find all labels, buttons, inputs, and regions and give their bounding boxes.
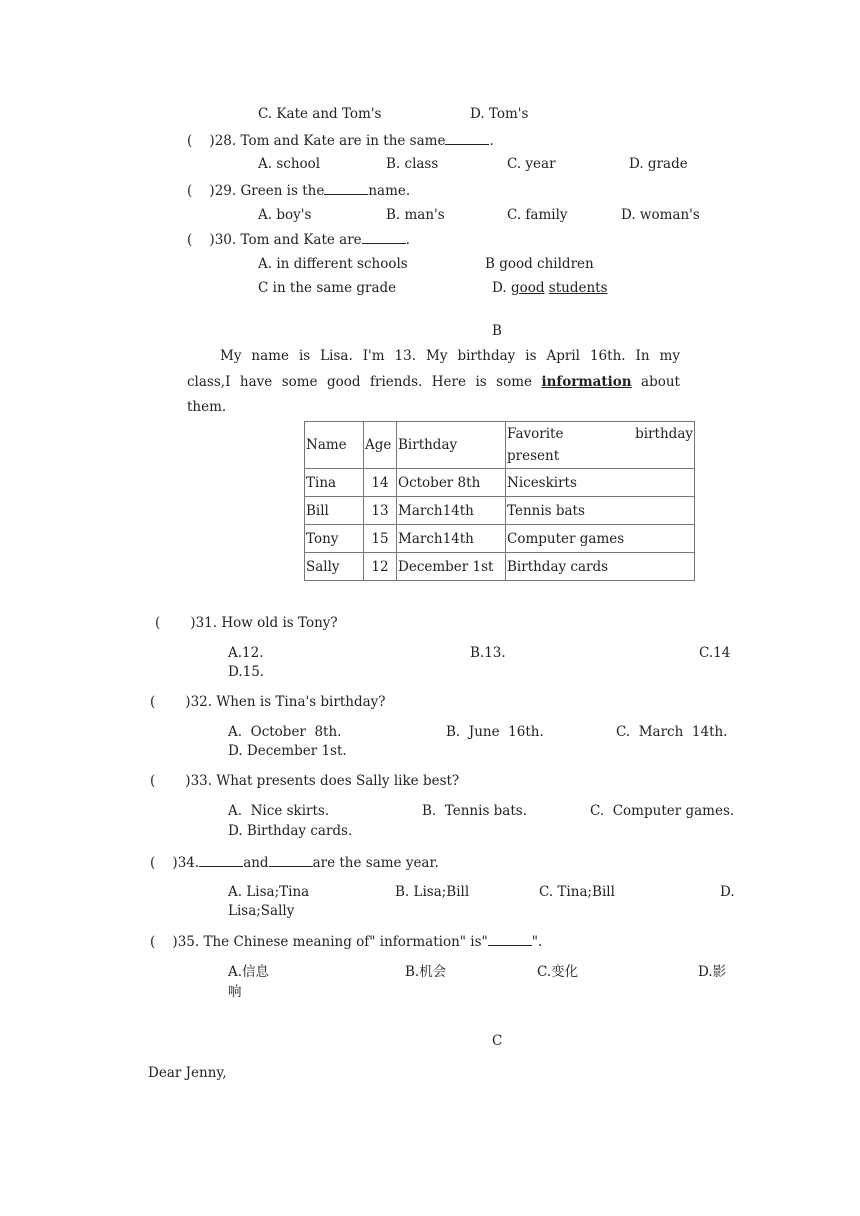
q29-option-b: B. man's — [386, 207, 445, 223]
q28-option-d: D. grade — [629, 156, 688, 172]
answer-blank[interactable] — [199, 853, 243, 867]
answer-paren[interactable]: ( ) — [150, 934, 178, 950]
answer-paren[interactable]: ( ) — [150, 773, 191, 789]
q34-option-b: B. Lisa;Bill — [395, 884, 470, 900]
q30-option-d: D. good students — [492, 280, 608, 296]
q29-option-c: C. family — [507, 207, 568, 223]
intro-line-3: them. — [187, 399, 227, 415]
q28-option-b: B. class — [386, 156, 439, 172]
q28-stem: ( )28. Tom and Kate are in the same . — [187, 133, 494, 149]
q29-option-d: D. woman's — [621, 207, 700, 223]
q32-option-a: A. October 8th. — [228, 724, 342, 740]
information-keyword: information — [541, 374, 632, 390]
friends-info-table — [304, 421, 695, 581]
table-row: Tina 14 October 8th Niceskirts — [305, 469, 695, 497]
answer-paren[interactable]: ( ) — [187, 133, 215, 149]
section-b-heading: B — [492, 323, 502, 339]
q35-option-b: B.机会 — [405, 964, 447, 980]
q35-option-d-cont: 响 — [228, 984, 242, 1000]
q35-option-c: C.变化 — [537, 964, 579, 980]
letter-salutation: Dear Jenny, — [148, 1065, 227, 1081]
answer-blank[interactable] — [488, 932, 532, 946]
q34-option-d-cont: Lisa;Sally — [228, 903, 295, 919]
q28-option-c: C. year — [507, 156, 556, 172]
table-header-cell: Birthday — [397, 422, 506, 469]
q32-stem: ( )32. When is Tina's birthday? — [150, 694, 386, 710]
intro-line-2: class,I have some good friends. Here is some information about — [187, 374, 680, 390]
table-row: Bill 13 March14th Tennis bats — [305, 497, 695, 525]
q27-option-c: C. Kate and Tom's — [258, 106, 382, 122]
table-header-cell: Name — [305, 422, 364, 469]
table-header-cell: Favorite birthday present — [506, 422, 695, 469]
q33-option-b: B. Tennis bats. — [422, 803, 528, 819]
q32-option-b: B. June 16th. — [446, 724, 544, 740]
answer-paren[interactable]: ( ) — [150, 855, 178, 871]
answer-paren[interactable]: ( ) — [150, 694, 191, 710]
q31-option-b: B.13. — [470, 645, 506, 661]
q30-option-c: C in the same grade — [258, 280, 397, 296]
answer-blank[interactable] — [362, 230, 406, 244]
answer-paren[interactable]: ( ) — [187, 183, 215, 199]
q35-stem: ( )35. The Chinese meaning of" information" is" ". — [150, 934, 543, 950]
q33-option-a: A. Nice skirts. — [228, 803, 330, 819]
intro-line-1: My name is Lisa. I'm 13. My birthday is April 16th. In my — [220, 348, 680, 364]
q33-option-d: D. Birthday cards. — [228, 823, 353, 839]
table-row: Tony 15 March14th Computer games — [305, 525, 695, 553]
q33-stem: ( )33. What presents does Sally like best? — [150, 773, 460, 789]
q31-stem: ( )31. How old is Tony? — [155, 615, 338, 631]
q32-option-d: D. December 1st. — [228, 743, 347, 759]
answer-blank[interactable] — [324, 181, 368, 195]
section-c-heading: C — [492, 1033, 503, 1049]
q31-option-d: D.15. — [228, 664, 265, 680]
answer-blank[interactable] — [269, 853, 313, 867]
q29-option-a: A. boy's — [258, 207, 312, 223]
q30-stem: ( )30. Tom and Kate are . — [187, 232, 410, 248]
table-row: Sally 12 December 1st Birthday cards — [305, 553, 695, 581]
q28-option-a: A. school — [258, 156, 321, 172]
table-header-row — [305, 422, 695, 469]
q29-stem: ( )29. Green is the name. — [187, 183, 411, 199]
q31-option-a: A.12. — [228, 645, 264, 661]
q35-option-a: A.信息 — [228, 964, 270, 980]
q35-option-d: D.影 — [698, 964, 727, 980]
table-header-cell: Age — [364, 422, 397, 469]
q30-option-b: B good children — [485, 256, 594, 272]
q27-option-d: D. Tom's — [470, 106, 529, 122]
q31-option-c: C.14 — [699, 645, 731, 661]
answer-blank[interactable] — [445, 131, 489, 145]
q30-option-a: A. in different schools — [258, 256, 408, 272]
q34-option-d: D. — [720, 884, 735, 900]
q33-option-c: C. Computer games. — [590, 803, 735, 819]
q34-stem: ( )34. and are the same year. — [150, 855, 439, 871]
q34-option-a: A. Lisa;Tina — [228, 884, 310, 900]
q32-option-c: C. March 14th. — [616, 724, 728, 740]
answer-paren[interactable]: ( ) — [155, 615, 196, 631]
answer-paren[interactable]: ( ) — [187, 232, 215, 248]
q34-option-c: C. Tina;Bill — [539, 884, 615, 900]
